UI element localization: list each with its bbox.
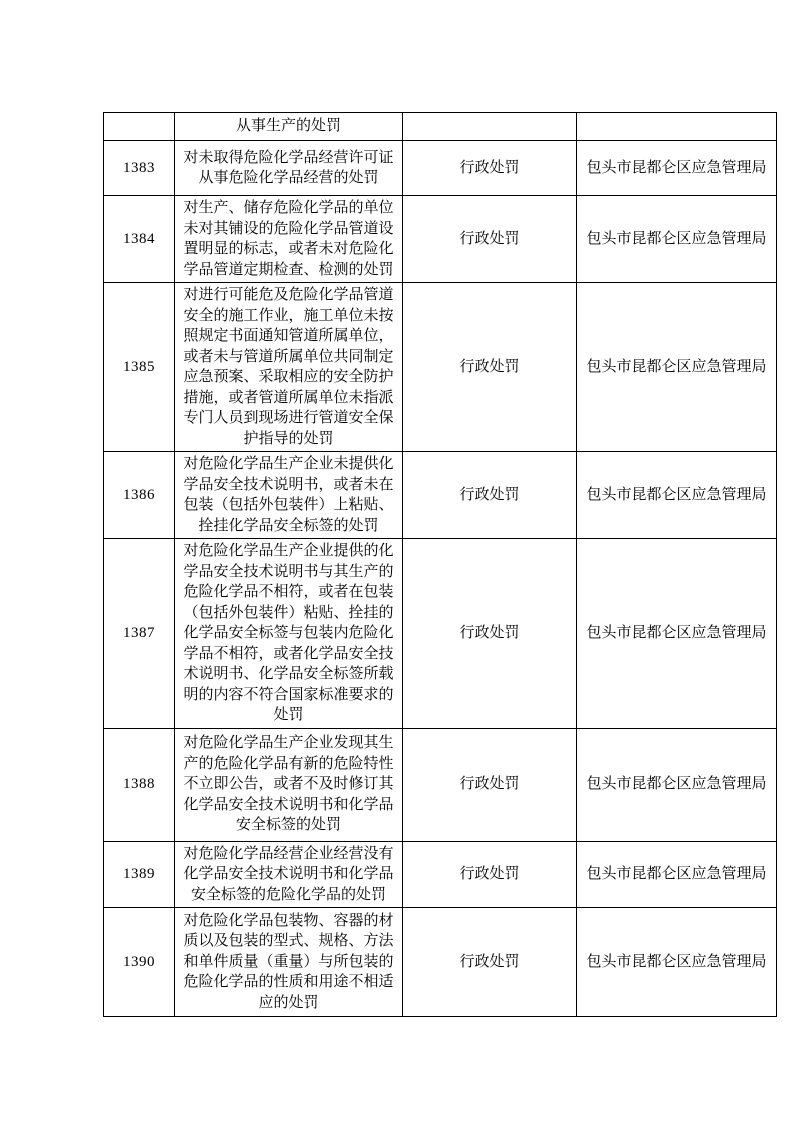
- table-row: [104, 728, 777, 841]
- table-row: [104, 841, 777, 908]
- cell-seq: 1387: [104, 539, 175, 729]
- cell-seq: 1383: [104, 141, 175, 196]
- table-row: [104, 141, 777, 196]
- table-row: [104, 908, 777, 1017]
- cell-seq: [104, 113, 175, 141]
- cell-description: 对危险化学品包装物、容器的材质以及包装的型式、规格、方法和单件质量（重量）与所包装的危险化学品的性质和用途不相适应的处罚: [175, 908, 403, 1017]
- cell-authority: [577, 113, 777, 141]
- cell-description: 对未取得危险化学品经营许可证从事危险化学品经营的处罚: [175, 141, 403, 196]
- cell-authority: 包头市昆都仑区应急管理局: [577, 141, 777, 196]
- cell-description: 对危险化学品生产企业未提供化学品安全技术说明书，或者未在包装（包括外包装件）上粘贴、拴挂化学品安全标签的处罚: [175, 452, 403, 539]
- cell-authority: 包头市昆都仑区应急管理局: [577, 539, 777, 729]
- cell-authority: 包头市昆都仑区应急管理局: [577, 841, 777, 908]
- cell-authority: 包头市昆都仑区应急管理局: [577, 283, 777, 452]
- cell-type: 行政处罚: [403, 539, 577, 729]
- cell-seq: 1384: [104, 196, 175, 283]
- penalty-table: [103, 112, 777, 1017]
- cell-description: 对危险化学品生产企业提供的化学品安全技术说明书与其生产的危险化学品不相符，或者在包装（包括外包装件）粘贴、拴挂的化学品安全标签与包装内危险化学品不相符，或者化学品安全技术说明书、化学品安全标签所载明的内容不符合国家标准要求的处罚: [175, 539, 403, 729]
- cell-authority: 包头市昆都仑区应急管理局: [577, 452, 777, 539]
- cell-authority: 包头市昆都仑区应急管理局: [577, 196, 777, 283]
- cell-type: 行政处罚: [403, 728, 577, 841]
- cell-type: 行政处罚: [403, 908, 577, 1017]
- cell-type: 行政处罚: [403, 141, 577, 196]
- cell-seq: 1390: [104, 908, 175, 1017]
- cell-authority: 包头市昆都仑区应急管理局: [577, 728, 777, 841]
- table-row: [104, 539, 777, 729]
- cell-type: 行政处罚: [403, 283, 577, 452]
- cell-type: 行政处罚: [403, 452, 577, 539]
- cell-type: [403, 113, 577, 141]
- cell-seq: 1386: [104, 452, 175, 539]
- cell-type: 行政处罚: [403, 196, 577, 283]
- table-row: [104, 196, 777, 283]
- cell-seq: 1389: [104, 841, 175, 908]
- cell-description: 对危险化学品经营企业经营没有化学品安全技术说明书和化学品安全标签的危险化学品的处罚: [175, 841, 403, 908]
- cell-seq: 1385: [104, 283, 175, 452]
- cell-description: 对危险化学品生产企业发现其生产的危险化学品有新的危险特性不立即公告，或者不及时修订其化学品安全技术说明书和化学品安全标签的处罚: [175, 728, 403, 841]
- cell-seq: 1388: [104, 728, 175, 841]
- table-row: [104, 283, 777, 452]
- cell-description: 对生产、储存危险化学品的单位未对其铺设的危险化学品管道设置明显的标志，或者未对危险化学品管道定期检查、检测的处罚: [175, 196, 403, 283]
- table-row: [104, 113, 777, 141]
- cell-description: 对进行可能危及危险化学品管道安全的施工作业，施工单位未按照规定书面通知管道所属单位，或者未与管道所属单位共同制定应急预案、采取相应的安全防护措施，或者管道所属单位未指派专门人员到现场进行管道安全保护指导的处罚: [175, 283, 403, 452]
- penalty-table-body: [104, 113, 777, 1017]
- cell-description: 从事生产的处罚: [175, 113, 403, 141]
- table-row: [104, 452, 777, 539]
- cell-type: 行政处罚: [403, 841, 577, 908]
- cell-authority: 包头市昆都仑区应急管理局: [577, 908, 777, 1017]
